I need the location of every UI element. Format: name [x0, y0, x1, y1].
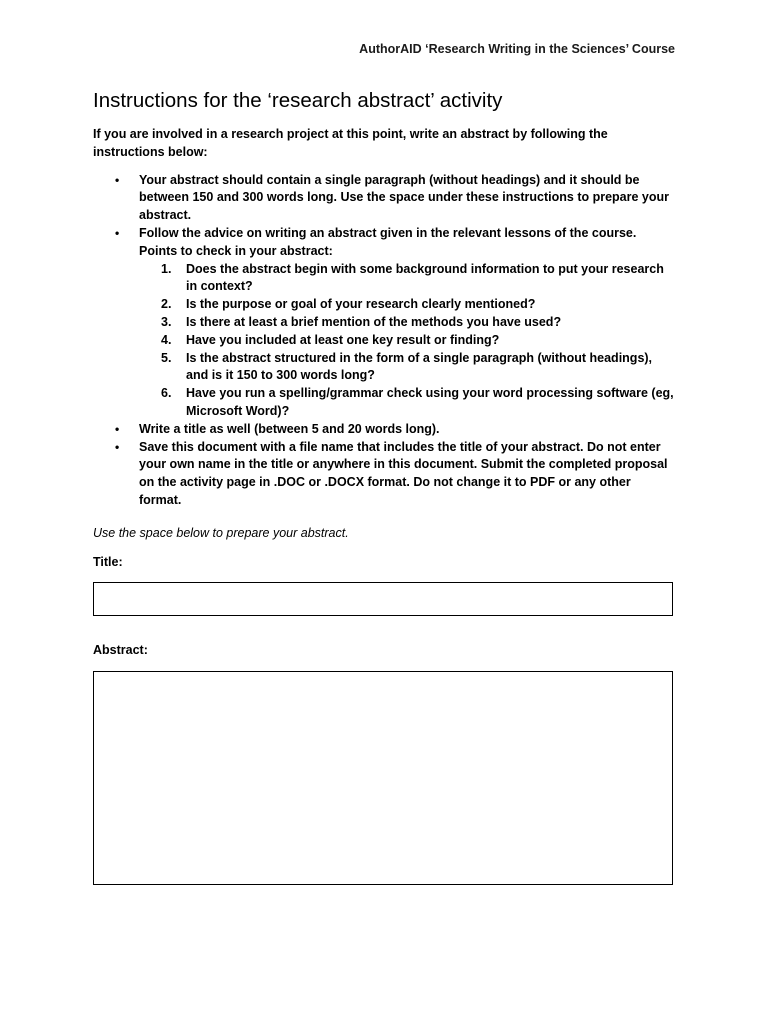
- bullet-text: Save this document with a file name that includes the title of your abstract. Do not enter your own name in the title or anywhere in this document. Submit the completed proposal on the activity page in .DOC or .DOCX format. Do not change it to PDF or any other format.: [139, 439, 668, 507]
- checklist-number: 1.: [161, 261, 172, 276]
- checklist-text: Have you run a spelling/grammar check using your word processing software (eg, Microsoft Word)?: [186, 386, 674, 418]
- abstract-label: Abstract:: [93, 643, 148, 657]
- checklist-text: Is the abstract structured in the form of a single paragraph (without headings), and is it 150 to 300 words long?: [186, 350, 653, 383]
- bullet-icon: •: [115, 439, 120, 454]
- checklist-text: Does the abstract begin with some background information to put your research in context?: [186, 261, 664, 294]
- checklist-text: Is there at least a brief mention of the methods you have used?: [186, 314, 562, 329]
- checklist-number: 3.: [161, 314, 172, 329]
- checklist-number: 4.: [161, 332, 172, 347]
- checklist-text: Is the purpose or goal of your research clearly mentioned?: [186, 297, 536, 312]
- bullet-text: Your abstract should contain a single paragraph (without headings) and it should be between 150 and 300 words long. Use the space under these instructions to prepare your abstract.: [139, 172, 670, 223]
- instructions-body: [93, 126, 675, 510]
- checklist-item: [139, 261, 675, 297]
- bullet-text: Follow the advice on writing an abstract given in the relevant lessons of the course. Points to check in your abstract:: [139, 225, 637, 258]
- intro-paragraph: If you are involved in a research project at this point, write an abstract by following the instructions below:: [93, 127, 608, 159]
- abstract-field[interactable]: [93, 671, 673, 885]
- checklist-item: [139, 332, 675, 350]
- checklist-number: 6.: [161, 386, 172, 401]
- title-label: Title:: [93, 555, 123, 569]
- title-field[interactable]: [93, 582, 673, 616]
- bullet-icon: •: [115, 225, 120, 240]
- checklist-item: [139, 314, 675, 332]
- bullet-icon: •: [115, 172, 120, 187]
- list-item: [93, 225, 675, 421]
- checklist-item: [139, 385, 675, 421]
- bullet-text: Write a title as well (between 5 and 20 words long).: [139, 421, 440, 436]
- checklist: [139, 261, 675, 421]
- list-item: [93, 421, 675, 439]
- list-item: [93, 439, 675, 510]
- running-header: AuthorAID ‘Research Writing in the Sciences’ Course: [359, 42, 675, 56]
- document-title: Instructions for the ‘research abstract’ activity: [93, 89, 503, 112]
- abstract-prompt: Use the space below to prepare your abstract.: [93, 526, 349, 540]
- checklist-text: Have you included at least one key result or finding?: [186, 332, 500, 347]
- checklist-number: 5.: [161, 350, 172, 365]
- checklist-item: [139, 296, 675, 314]
- instruction-list: [93, 172, 675, 510]
- list-item: [93, 172, 675, 225]
- bullet-icon: •: [115, 421, 120, 436]
- checklist-item: [139, 350, 675, 386]
- checklist-number: 2.: [161, 297, 172, 312]
